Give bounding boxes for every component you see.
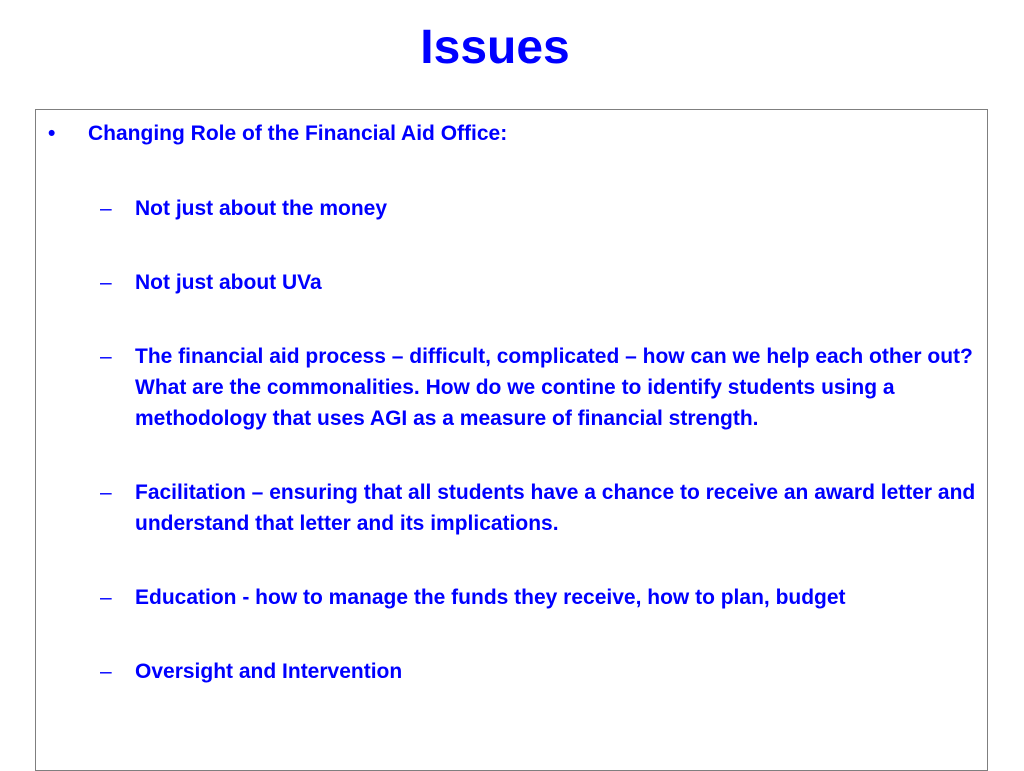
main-bullet-text: Changing Role of the Financial Aid Office: [88,122,508,145]
sub-bullet-text: Not just about the money [135,197,387,220]
dash-marker: – [100,345,112,368]
sub-bullet-item [100,656,980,687]
sub-bullet-text: Facilitation – ensuring that all students have a chance to receive an award letter and understand that letter and its implications. [135,481,976,535]
sub-bullet-item [100,477,980,539]
dash-marker: – [100,271,112,294]
dash-marker: – [100,586,112,609]
sub-bullet-item [100,341,980,434]
dash-marker: – [100,660,112,683]
slide-title: Issues [420,21,570,74]
sub-bullet-text: Oversight and Intervention [135,660,403,683]
sub-bullet-item [100,267,980,298]
sub-bullet-list [100,193,980,730]
sub-bullet-text: The financial aid process – difficult, complicated – how can we help each other out? What are the commonalities. How do we contine to identify students using a methodology that uses AGI as a measure of financial strength. [135,345,973,430]
sub-bullet-item [100,582,980,613]
sub-bullet-item [100,193,980,224]
dash-marker: – [100,197,112,220]
dash-marker: – [100,481,112,504]
sub-bullet-text: Not just about UVa [135,271,322,294]
bullet-marker: • [48,122,56,145]
sub-bullet-text: Education - how to manage the funds they receive, how to plan, budget [135,586,846,609]
